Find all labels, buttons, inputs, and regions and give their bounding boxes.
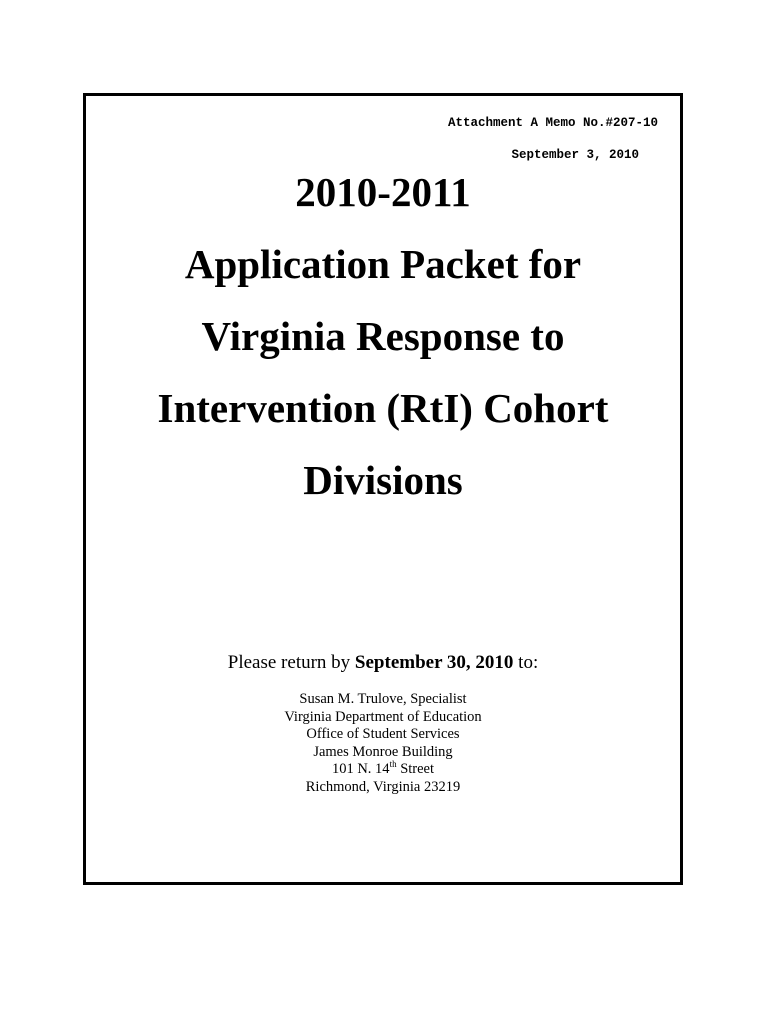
street-ordinal: th <box>389 759 397 770</box>
document-title <box>46 156 720 516</box>
title-line-5: Divisions <box>303 457 463 503</box>
title-line-2: Application Packet for <box>184 241 582 287</box>
street-name: Street <box>396 761 435 778</box>
address-city-state-zip: Richmond, Virginia 23219 <box>305 778 461 795</box>
return-prefix: Please return by <box>227 652 355 673</box>
return-instruction <box>86 651 680 675</box>
title-line-4: Intervention (RtI) Cohort <box>157 385 609 431</box>
mailing-address <box>86 691 680 797</box>
address-building: James Monroe Building <box>313 743 453 760</box>
memo-date: September 3, 2010 <box>511 148 639 162</box>
title-line-year: 2010-2011 <box>295 169 471 215</box>
return-deadline: September 30, 2010 <box>354 652 514 673</box>
address-office: Office of Student Services <box>306 726 460 743</box>
memo-number: Attachment A Memo No.#207-10 <box>447 116 658 130</box>
address-street <box>86 761 680 779</box>
street-number: 101 N. 14 <box>331 761 390 778</box>
address-organization: Virginia Department of Education <box>284 708 482 725</box>
document-border <box>83 93 683 885</box>
return-suffix: to: <box>513 652 539 673</box>
title-line-3: Virginia Response to <box>201 313 565 359</box>
address-name: Susan M. Trulove, Specialist <box>299 691 467 707</box>
